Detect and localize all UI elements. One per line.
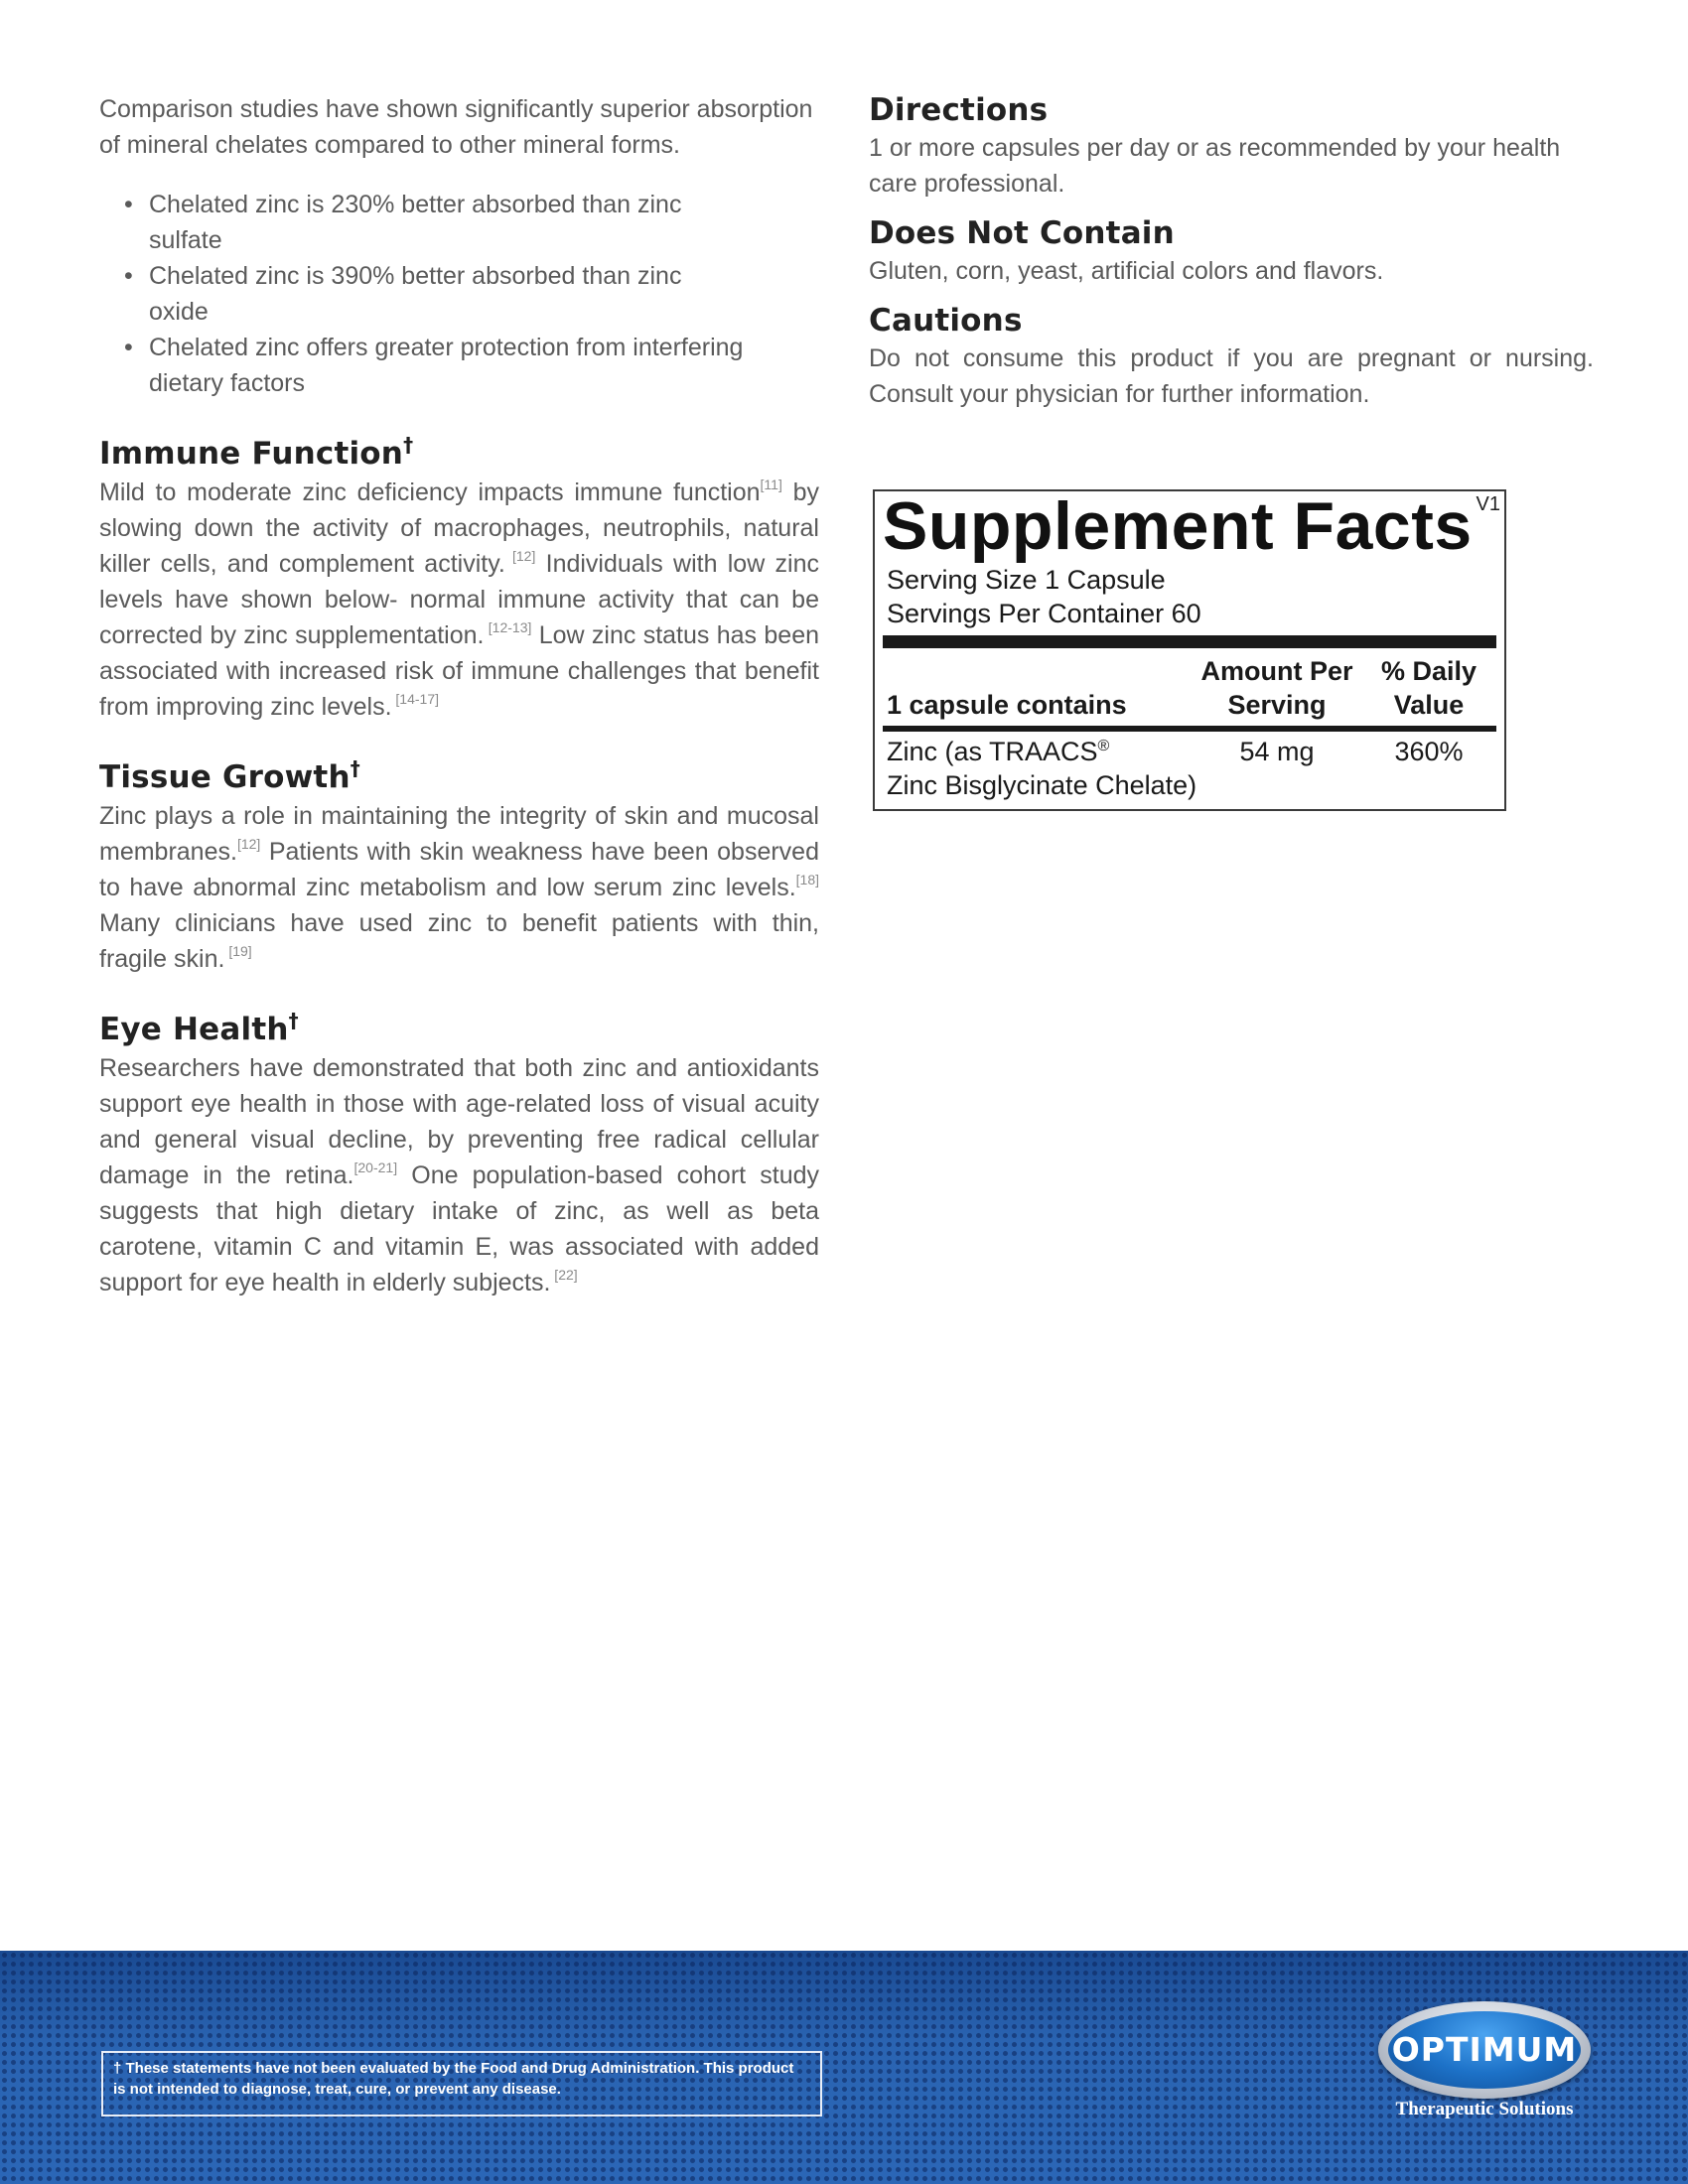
bullet-item: • Chelated zinc is 230% better absorbed than zinc sulfate <box>99 187 705 258</box>
eye-health-paragraph: Researchers have demonstrated that both zinc and antioxidants support eye health in those with age-related loss of visual acuity and general visual decline, by preventing free radical cellular damage in the retina.[20-21] One population-based cohort study suggests that high dietary intake of zinc, as well as beta carotene, vitamin C and vitamin E, was associated with added support for eye health in elderly subjects. [22] <box>99 1054 819 1297</box>
tissue-growth-paragraph: Zinc plays a role in maintaining the integrity of skin and mucosal membranes.[12] Patients with skin weakness have been observed to have abnormal zinc metabolism and low serum zinc levels.[18] Many clinicians have used zinc to benefit patients with thin, fragile skin. [19] <box>99 802 819 973</box>
cautions-section <box>869 302 1594 412</box>
immune-function-section <box>99 435 819 725</box>
fda-disclaimer: † These statements have not been evaluated by the Food and Drug Administration. This product is not intended to diagnose, treat, cure, or prevent any disease. <box>101 2051 822 2116</box>
daily-value-header: % Daily Value <box>1380 656 1477 720</box>
does-not-contain-text: Gluten, corn, yeast, artificial colors and flavors. <box>869 257 1384 285</box>
version-label: V1 <box>1476 493 1500 515</box>
capsule-contains-header: 1 capsule contains <box>887 690 1127 720</box>
supplement-facts-title: Supplement Facts <box>883 488 1473 564</box>
intro-paragraph: Comparison studies have shown significantly superior absorption of mineral chelates compared to other mineral forms. <box>99 95 813 159</box>
absorption-bullet-list <box>99 187 819 401</box>
section-heading: Immune Function† <box>99 433 414 472</box>
serving-info <box>887 563 1201 630</box>
logo-tagline: Therapeutic Solutions <box>1395 2099 1574 2119</box>
section-heading: Tissue Growth† <box>99 756 360 795</box>
cautions-text: Do not consume this product if you are pregnant or nursing. Consult your physician for further information. <box>869 344 1594 408</box>
eye-health-section <box>99 1011 819 1300</box>
thick-divider <box>883 635 1496 648</box>
section-heading: Cautions <box>869 303 1023 339</box>
directions-section <box>869 91 1594 202</box>
serving-size: Serving Size 1 Capsule <box>887 565 1166 595</box>
logo-wordmark: OPTIMUM <box>1391 2030 1578 2069</box>
section-heading: Does Not Contain <box>869 215 1175 251</box>
immune-function-paragraph: Mild to moderate zinc deficiency impacts immune function[11] by slowing down the activity of macrophages, neutrophils, natural killer cells, and complement activity. [12] Individuals with low zinc levels have shown below- normal immune activity that can be corrected by zinc supplementation. [12-13] Low zinc status has been associated with increased risk of immune challenges that benefit from improving zinc levels. [14-17] <box>99 477 819 721</box>
medium-divider <box>883 726 1496 732</box>
left-column <box>99 91 819 1300</box>
right-column <box>869 91 1594 425</box>
section-heading: Directions <box>869 92 1049 128</box>
nutrient-amount: 54 mg <box>1239 737 1315 766</box>
bullet-item: • Chelated zinc is 390% better absorbed than zinc oxide <box>99 258 705 330</box>
bullet-item: • Chelated zinc offers greater protection from interfering dietary factors <box>99 330 819 401</box>
servings-per-container: Servings Per Container 60 <box>887 599 1201 628</box>
nutrient-name: Zinc (as TRAACS® Zinc Bisglycinate Chelate) <box>887 737 1197 800</box>
optimum-logo <box>1378 2001 1591 2099</box>
tissue-growth-section <box>99 758 819 977</box>
does-not-contain-section <box>869 214 1594 289</box>
nutrient-daily-value: 360% <box>1394 737 1464 766</box>
section-heading: Eye Health† <box>99 1009 299 1047</box>
supplement-facts-panel <box>873 489 1506 811</box>
amount-per-serving-header: Amount Per Serving <box>1200 656 1353 720</box>
directions-text: 1 or more capsules per day or as recommended by your health care professional. <box>869 134 1561 198</box>
